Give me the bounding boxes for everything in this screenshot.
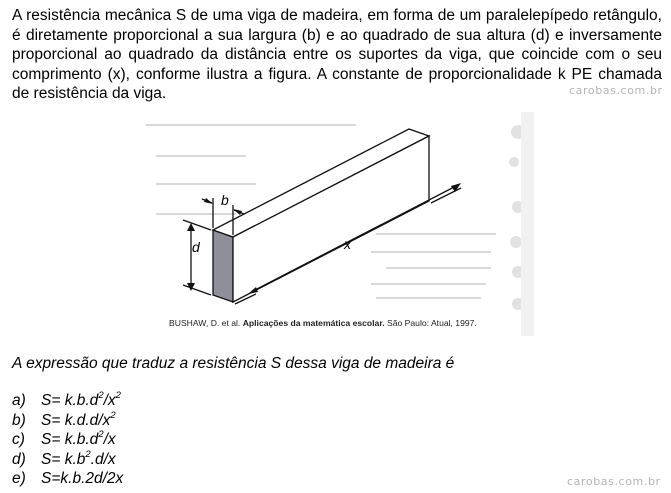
option-formula: $S= k.b^2.d/x$	[41, 448, 116, 468]
option-formula: $S= k.d.d/x^2$	[41, 409, 116, 429]
citation-title: Aplicações da matemática escolar.	[242, 318, 385, 328]
figure-citation	[169, 318, 477, 328]
option-formula: S=k.b.2d/2x	[41, 470, 124, 488]
watermark-top: carobas.com.br	[569, 84, 663, 97]
option-c[interactable]	[12, 430, 123, 450]
beam-figure	[146, 112, 534, 336]
dim-d-ext-top	[183, 220, 211, 230]
option-letter: c)	[12, 431, 25, 449]
intro-paragraph: A resistência mecânica S de uma viga de madeira, em forma de um paralelepípedo retângulo, é diretamente proporcional a sua largura (b) e ao quadrado de sua altura (d) e inversamente proporcional ao quadrado da distância entre os suportes da viga, que coincide com o seu comprimento (x), conforme ilustra a figura. A constante de proporcionalidade k PE chamada de resistência da viga.	[12, 7, 662, 103]
scanned-background-marks	[509, 112, 534, 336]
option-letter: b)	[12, 411, 26, 429]
citation-place: São Paulo: Atual, 1997.	[386, 318, 477, 328]
beam-end-face	[213, 230, 233, 302]
option-formula: $S= k.b.d^2/x^2$	[41, 390, 121, 409]
label-b: b	[221, 192, 229, 208]
answer-options	[12, 391, 123, 489]
label-x: x	[344, 236, 351, 252]
option-a[interactable]	[12, 391, 123, 411]
option-letter: a)	[12, 392, 26, 409]
option-b[interactable]	[12, 411, 123, 431]
option-letter: e)	[12, 470, 26, 488]
question-text: A expressão que traduz a resistência S dessa viga de madeira é	[12, 355, 455, 372]
option-d[interactable]	[12, 450, 123, 470]
option-e[interactable]	[12, 469, 123, 489]
option-letter: d)	[12, 450, 26, 468]
watermark-bottom: carobas.com.br	[567, 475, 661, 488]
option-formula: $S= k.b.d^2/x$	[41, 429, 116, 449]
citation-authors: BUSHAW, D. et al.	[169, 318, 241, 328]
dim-d-ext-bottom	[183, 285, 211, 295]
label-d: d	[192, 239, 200, 255]
dim-x-ext-right	[431, 188, 461, 203]
